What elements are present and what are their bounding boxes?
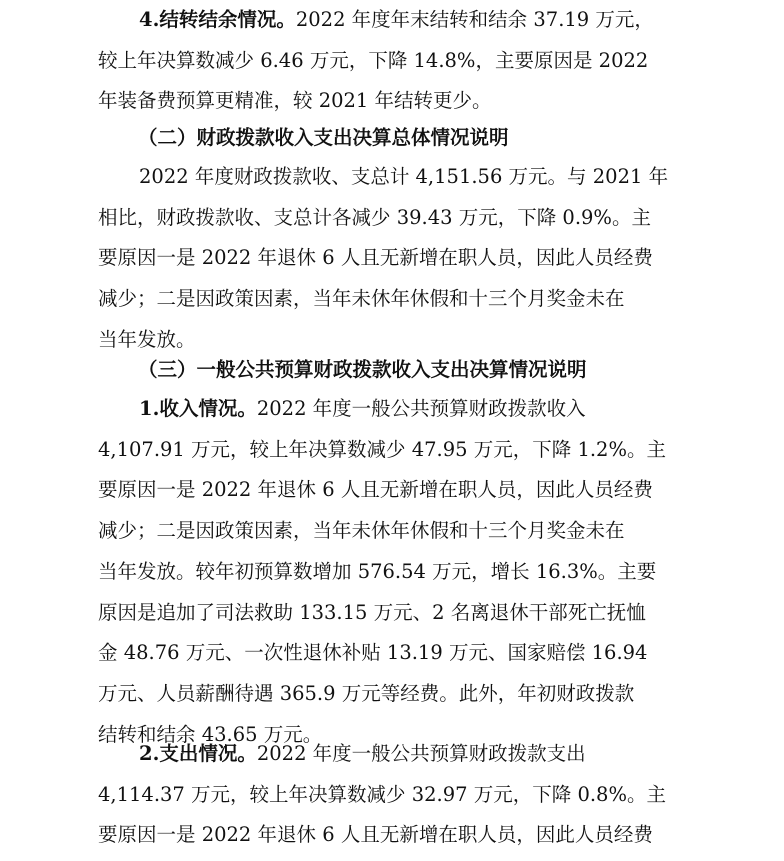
paragraph-line: 年装备费预算更精准，较 2021 年结转更少。 (98, 89, 492, 113)
paragraph-line: 万元、人员薪酬待遇 365.9 万元等经费。此外，年初财政拨款 (98, 681, 635, 705)
paragraph-line: 减少；二是因政策因素，当年未休年休假和十三个月奖金未在 (98, 287, 625, 311)
expense-lead: 2.支出情况。 (139, 742, 257, 765)
paragraph-line: 要原因一是 2022 年退休 6 人且无新增在职人员，因此人员经费 (98, 478, 653, 502)
paragraph-line: 2022 年度财政拨款收、支总计 4,151.56 万元。与 2021 年 (139, 165, 669, 188)
paragraph-line: 较上年决算数减少 6.46 万元，下降 14.8%，主要原因是 2022 (98, 48, 649, 72)
paragraph-line: 4.结转结余情况。2022 年度年末结转和结余 37.19 万元， (139, 8, 654, 31)
paragraph-line: 当年发放。较年初预算数增加 576.54 万元，增长 16.3%。主要 (98, 559, 657, 583)
paragraph-line: 4,114.37 万元，较上年决算数减少 32.97 万元，下降 0.8%。主 (98, 782, 666, 806)
income-paragraph (98, 389, 698, 755)
paragraph-line: 要原因一是 2022 年退休 6 人且无新增在职人员，因此人员经费 (98, 246, 653, 270)
section-4-paragraph (98, 0, 698, 122)
expense-paragraph (98, 734, 698, 856)
paragraph-line: 1.收入情况。2022 年度一般公共预算财政拨款收入 (139, 397, 586, 420)
financial-summary-paragraph (98, 157, 698, 361)
paragraph-line: 相比，财政拨款收、支总计各减少 39.43 万元，下降 0.9%。主 (98, 205, 651, 229)
paragraph-line: 当年发放。 (98, 327, 196, 351)
paragraph-line: 结转和结余 43.65 万元。 (98, 722, 323, 746)
section-heading-3: （三）一般公共预算财政拨款收入支出决算情况说明 (138, 358, 587, 381)
paragraph-line: 要原因一是 2022 年退休 6 人且无新增在职人员，因此人员经费 (98, 823, 653, 847)
paragraph-line: 金 48.76 万元、一次性退休补贴 13.19 万元、国家赔偿 16.94 (98, 641, 648, 665)
paragraph-line: 减少；二是因政策因素，当年未休年休假和十三个月奖金未在 (98, 519, 625, 543)
section-heading-2: （二）财政拨款收入支出决算总体情况说明 (138, 126, 509, 149)
paragraph-line: 2.支出情况。2022 年度一般公共预算财政拨款支出 (139, 742, 586, 765)
paragraph-line: 原因是追加了司法救助 133.15 万元、2 名离退休干部死亡抚恤 (98, 600, 646, 624)
income-lead: 1.收入情况。 (139, 397, 257, 420)
paragraph-line: 4,107.91 万元，较上年决算数减少 47.95 万元，下降 1.2%。主 (98, 437, 666, 461)
section-4-lead: 4.结转结余情况。 (139, 8, 296, 31)
